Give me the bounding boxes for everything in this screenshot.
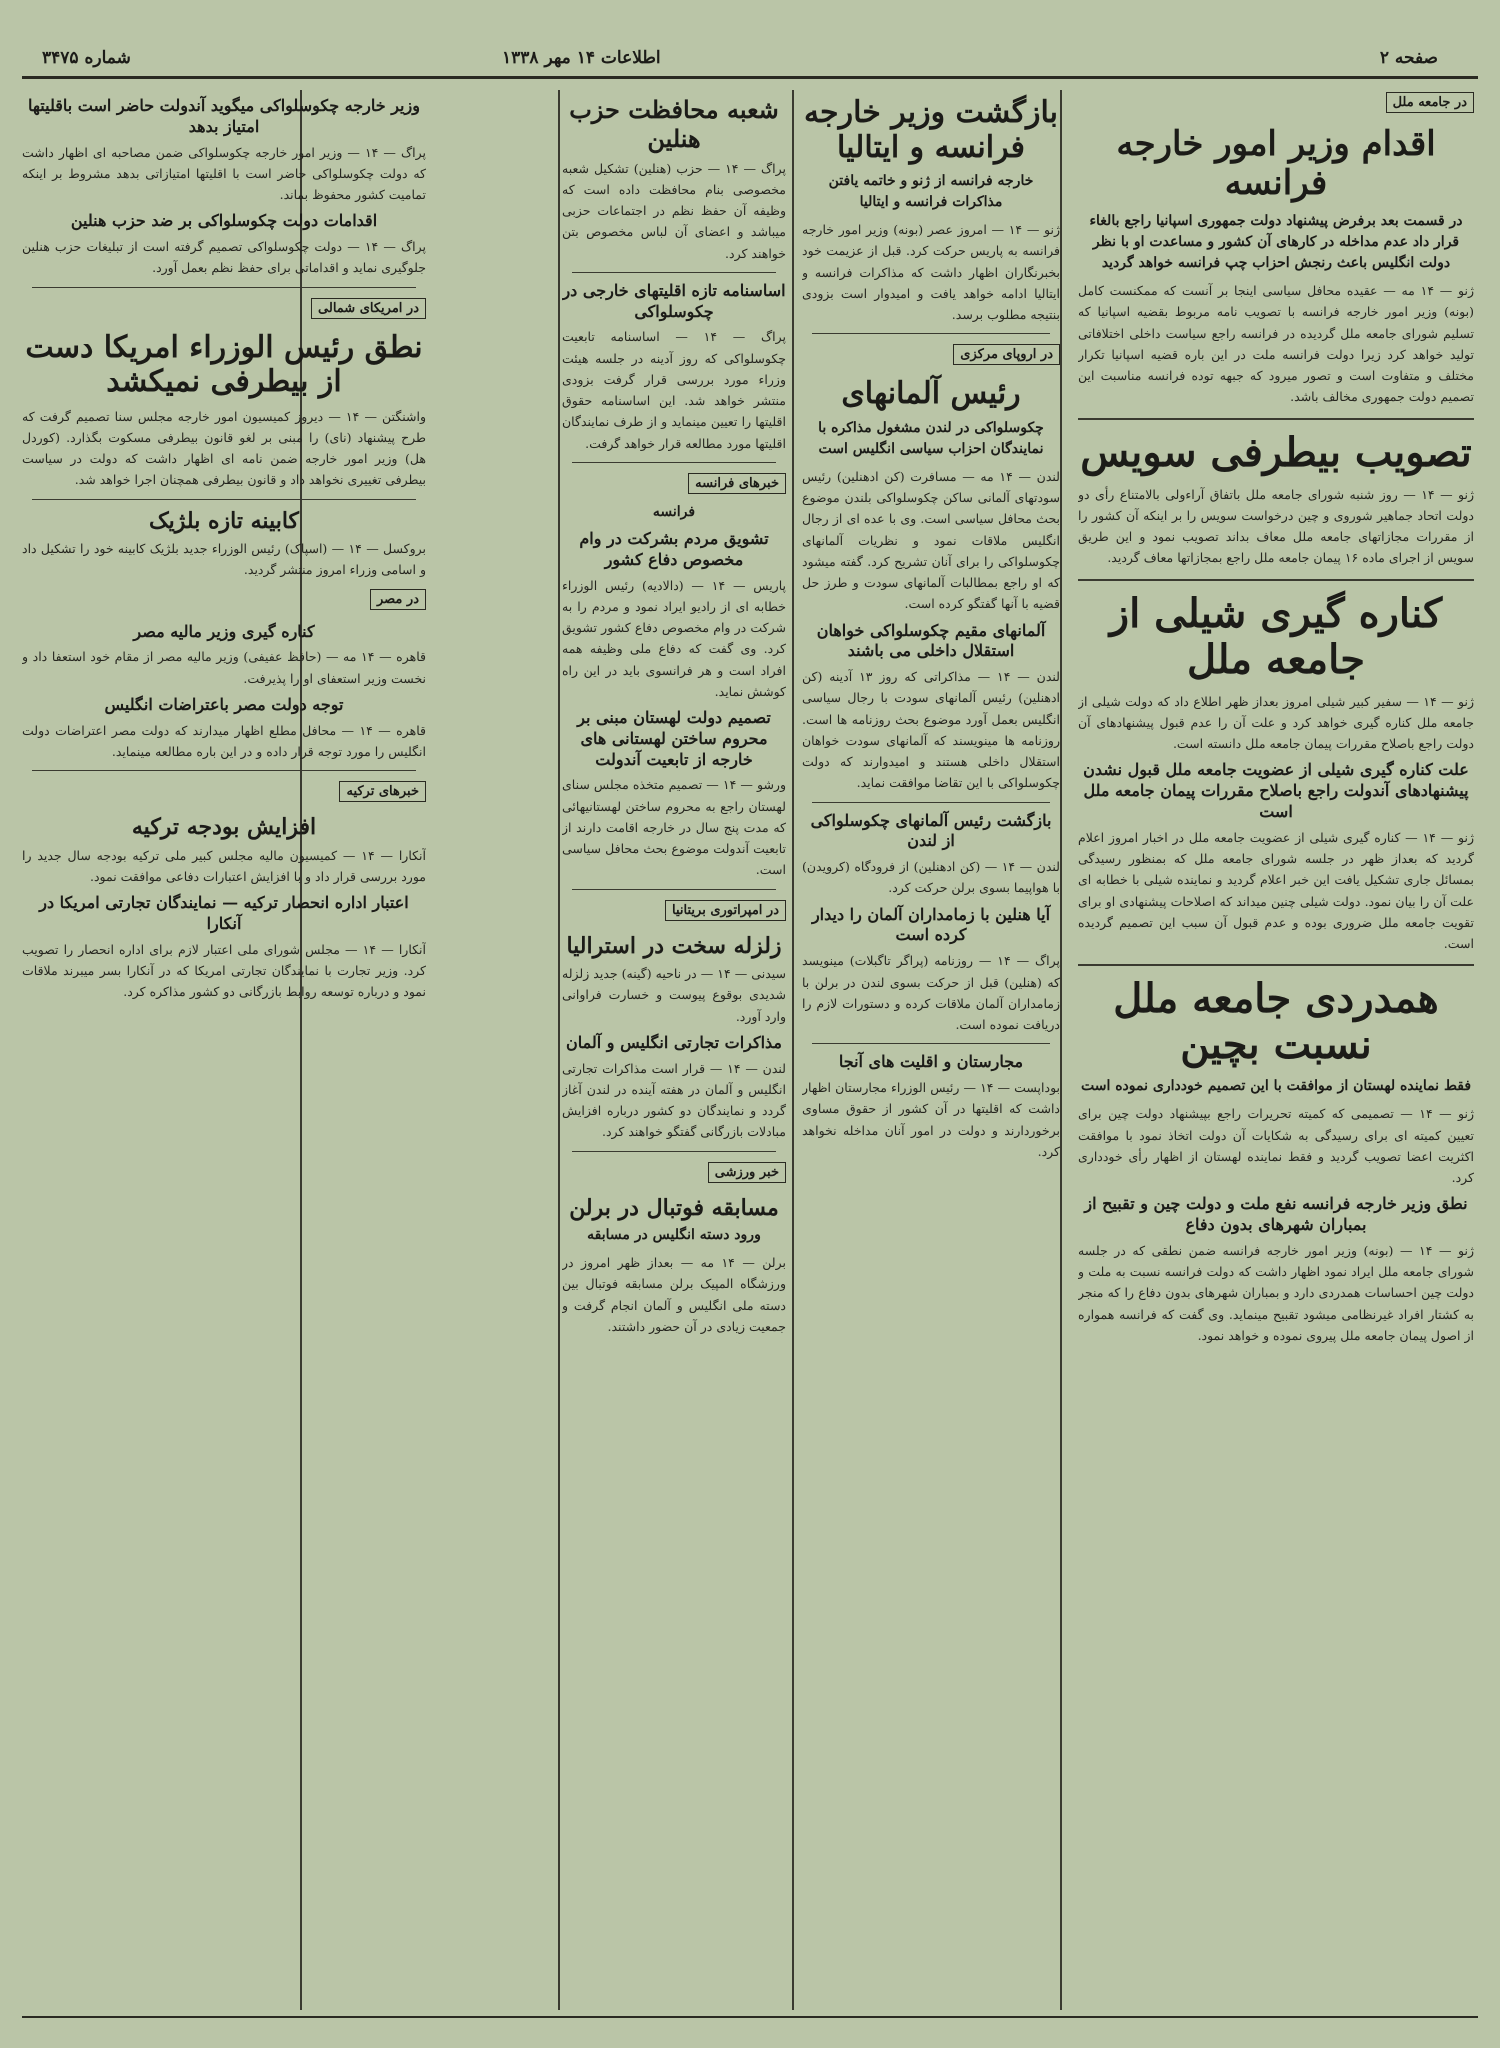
article-body: ژنو — ۱۴ — امروز عصر (بونه) وزیر امور خارجه فرانسه به پاریس حرکت کرد. قبل از عزیمت خود بخبرنگاران اظهار داشت که مذاکرات فرانسه و ایتالیا ادامه خواهد یافت و امیدوار است بزودی بنتیجه مطلوب برسد. [802, 222, 1060, 322]
page-label: صفحه ۲ [1379, 48, 1438, 68]
headline: نطق رئیس الوزراء امریکا دست از بیطرفی نمیکشد [25, 329, 423, 400]
headline: توجه دولت مصر باعتراضات انگلیس [104, 694, 344, 714]
article-body: ژنو — ۱۴ — روز شنبه شورای جامعه ملل باتفاق آراءولی بالامتناع رأی دو دولت اتحاد جماهیر شوروی و چین درخواست سویس را بر اینکه آن کشور را از مقررات مجازاتهای جامعه ملل معاف بداند تصویب نمود و این طریق سویس از اجرای ماده ۱۶ پیمان جامعه ملل راجع بمجازاتها معاف گردید. [1078, 486, 1474, 566]
article-body: ژنو — ۱۴ مه — عقیده محافل سیاسی اینجا بر آنست که ممکنست کامل (بونه) وزیر امور خارجه فرانسه با تصویب نامه مربوط بقضیه اسپانیا که تسلیم شورای جامعه ملل گردیده در فرانسه راجع سیاست داخلی اختلافاتی تولید خواهد کرد زیرا دولت فرانسه ملت در این باره قضیه اسپانیا تکرار مختلف و متفاوت است و تصور میرود که جبهه توده فرانسه مناسبت این تصمیم دولت جمهوری مخالف باشد. [1078, 283, 1474, 405]
headline: شعبه محافظت حزب هنلین [569, 95, 779, 153]
headline: بازگشت رئیس آلمانهای چکوسلواکی از لندن [810, 810, 1052, 851]
divider [812, 333, 1050, 334]
deck: ورود دسته انگلیس در مسابقه [587, 1227, 761, 1243]
divider [812, 1043, 1050, 1044]
article-body: آنکارا — ۱۴ — مجلس شورای ملی اعتبار لازم برای اداره انحصار را تصویب کرد. وزیر تجارت با نمایندگان تجارتی امریکا که در آنکارا بسر میبرند ملاقات نمود و درباره توسعه روابط بازرگانی دو کشور مذاکره کرد. [22, 941, 426, 1000]
article-body: برلن — ۱۴ مه — بعداز ظهر امروز در ورزشگاه المپیک برلن مسابقه فوتبال بین دسته ملی انگلیس و آلمان انجام گرفت و جمعیت زیادی در آن حضور داشتند. [562, 1255, 786, 1334]
deck: فقط نماینده لهستان از موافقت با این تصمیم خودداری نموده است [1080, 1078, 1472, 1095]
section-label: در امریکای شمالی [311, 298, 426, 319]
masthead [22, 48, 1478, 74]
column-3 [562, 90, 786, 2010]
headline: آلمانهای مقیم چکوسلواکی خواهان استقلال داخلی می باشند [816, 620, 1046, 661]
section-label: خبرهای فرانسه [688, 473, 786, 494]
divider [572, 889, 776, 890]
headline: مسابقه فوتبال در برلن [569, 1194, 779, 1221]
divider [572, 1151, 776, 1152]
divider [32, 770, 416, 771]
divider [32, 499, 416, 500]
article-body: لندن — ۱۴ — قرار است مذاکرات تجارتی انگلیس و آلمان در هفته آینده در لندن آغاز گردد و نمایندگان دو کشور درباره افزایش مبادلات بازرگانی گفتگو خواهند کرد. [562, 1060, 786, 1140]
issue-date: اطلاعات ۱۴ مهر ۱۳۳۸ [502, 48, 661, 68]
headline: تصمیم دولت لهستان مبنی بر محروم ساختن لهستانی های خارجه از تابعیت آندولت [577, 708, 771, 769]
article-body: پراگ — ۱۴ — حزب (هنلین) تشکیل شعبه مخصوصی بنام محافظت داده است که وظیفه آن حفظ نظم در اجتماعات حزبی میباشد و اعضای آن لباس مخصوص بتن خواهند کرد. [562, 160, 786, 261]
deck: خارجه فرانسه از ژنو و خاتمه یافتن مذاکرات فرانسه و ایتالیا [828, 173, 1034, 210]
deck: فرانسه [652, 503, 696, 520]
article-body: قاهره — ۱۴ مه — (حافظ عفیفی) وزیر مالیه مصر از مقام خود استعفا داد و نخست وزیر استعفای او را پذیرفت. [22, 649, 426, 686]
headline: بازگشت وزیر خارجه فرانسه و ایتالیا [803, 95, 1059, 165]
headline: نطق وزیر خارجه فرانسه نفع ملت و دولت چین و تقبیح از بمباران شهرهای بدون دفاع [1084, 1194, 1468, 1235]
article-body: واشنگتن — ۱۴ — دیروز کمیسیون امور خارجه مجلس سنا تصمیم گرفت که طرح پیشنهاد (نای) را مبنی بر لغو قانون بیطرفی مسکوت بگذارد. (کوردل هل) وزیر امور خارجه ضمن نامه ای اظهار داشت که دولت در سیاست بیطرفی تغییری نخواهد داد و قانون بیطرفی همچنان اجرا خواهد شد. [22, 408, 426, 488]
top-rule [22, 76, 1478, 79]
divider [812, 802, 1050, 803]
article-body: ورشو — ۱۴ — تصمیم متخذه مجلس سنای لهستان راجع به محروم ساختن لهستانیهائی که مدت پنج سال در خارجه اقامت دارند از تابعیت آندولت موضوع بحث محافل سیاسی است. [562, 777, 786, 878]
article-body: ژنو — ۱۴ — کناره گیری شیلی از عضویت جامعه ملل در اخبار امروز اعلام گردید که بعداز ظهر در جلسه شورای جامعه ملل که بمنظور رسیدگی بمسائل جاری تشکیل یافت این خبر اعلام گردید و نماینده شیلی با خطابه ای علت آن را بیان نمود. دولت شیلی چنین میداند که اصلاحات پیشنهادی او برای تقویت جامعه ملل ضروری بوده و عدم قبول آن سبب این تصمیم گردیده است. [1078, 829, 1474, 952]
divider [572, 272, 776, 273]
headline: اعتبار اداره انحصار ترکیه — نمایندگان تجارتی امریکا در آنکارا [39, 893, 409, 933]
headline: افزایش بودجه ترکیه [131, 814, 317, 841]
bottom-rule [22, 2016, 1478, 2018]
article-body: قاهره — ۱۴ — محافل مطلع اظهار میدارند که دولت مصر اعتراضات دولت انگلیس را مورد توجه قرار داده و در این باره مطالعه مینماید. [22, 722, 426, 759]
article-body: لندن — ۱۴ مه — مسافرت (کن ادهنلین) رئیس سودتهای آلمانی ساکن چکوسلواکی بلندن موضوع بحث محافل سیاسی است. وی با عده ای از رجال انگلیس ملاقات نمود و نظریات آلمانهای چکوسلواکی را برای آنان تشریح کرد. گفته میشود که او راجع بمطالبات آلمانهای سودت و طرز حل قضیه با آنها گفتگو کرده است. [802, 468, 1060, 612]
section-label: خبرهای ترکیه [339, 781, 426, 802]
headline: علت کناره گیری شیلی از عضویت جامعه ملل قبول نشدن پیشنهادهای آندولت راجع باصلاح مقررات پیمان جامعه ملل است [1083, 760, 1469, 822]
deck: چکوسلواکی در لندن مشغول مذاکره با نمایندگان احزاب سیاسی انگلیس است [818, 419, 1044, 457]
article-body: لندن — ۱۴ — مذاکراتی که روز ۱۳ آدینه (کن ادهنلین) رئیس آلمانهای سودت با رجال سیاسی انگلیس بعمل آورد موضوع بحث روزنامه ها است. روزنامه ها مینویسند که آلمانهای سودت خواهان استقلال داخلی هستند و امیدوارند که دولت چکوسلواکی با این تقاضا موافقت نماید. [802, 669, 1060, 791]
deck: در قسمت بعد برفرض پیشنهاد دولت جمهوری اسپانیا راجع بالغاء قرار داد عدم مداخله در کارهای آن کشور و مساعدت او با نظر دولت انگلیس باعث رنجش احزاب چپ فرانسه خواهد گردید [1089, 213, 1463, 272]
headline: وزیر خارجه چکوسلواکی میگوید آندولت حاضر است باقلیتها امتیاز بدهد [28, 96, 420, 136]
article-body: سیدنی — ۱۴ — در ناحیه (گینه) جدید زلزله شدیدی بوقوع پیوست و خسارت فراوانی وارد آورد. [562, 966, 786, 1024]
article-body: آنکارا — ۱۴ — کمیسیون مالیه مجلس کبیر ملی ترکیه بودجه سال جدید را مورد بررسی قرار داد و با افزایش اعتبارات دفاعی موافقت نمود. [22, 847, 426, 884]
column-rule [1060, 90, 1062, 2010]
divider [32, 287, 416, 288]
article-body: پراگ — ۱۴ — دولت چکوسلواکی تصمیم گرفته است از تبلیغات حزب هنلین جلوگیری نماید و اقداماتی برای حفظ نظم بعمل آورد. [22, 239, 426, 276]
headline: تشویق مردم بشرکت در وام مخصوص دفاع کشور [579, 528, 769, 569]
divider [572, 462, 776, 463]
article-body: پراگ — ۱۴ — وزیر امور خارجه چکوسلواکی ضمن مصاحبه ای اظهار داشت که دولت چکوسلواکی حاضر است با اقلیتها امتیازاتی بدهد مشروط بر اینکه تمامیت کشور محفوظ بماند. [22, 144, 426, 203]
article-body: ژنو — ۱۴ — تصمیمی که کمیته تحریرات راجع بپیشنهاد دولت چین برای تعیین کمیته ای برای رسیدگی به شکایات آن دولت اتخاذ نمود با موافقت اکثریت اعضا تصویب گردید و فقط نماینده لهستان از اظهار رأی خودداری کرد. [1078, 1106, 1474, 1186]
divider [1078, 579, 1474, 581]
section-label: در امپراتوری بریتانیا [665, 900, 786, 921]
article-body: بروکسل — ۱۴ — (اسپاک) رئیس الوزراء جدید بلژیک کابینه خود را تشکیل داد و اسامی وزراء امروز منتشر گردید. [22, 541, 426, 578]
article-body: ژنو — ۱۴ — سفیر کبیر شیلی امروز بعداز ظهر اطلاع داد که دولت شیلی از جامعه ملل کناره گیری خواهد کرد و علت آن را عدم قبول پیشنهادهای آن دولت راجع باصلاح مقررات پیمان جامعه ملل دانسته است. [1078, 693, 1474, 752]
column-1 [1078, 90, 1474, 2010]
headline: آیا هنلین با زمامداران آلمان را دیدار کرده است [811, 904, 1051, 945]
headline: اقدامات دولت چکوسلواکی بر ضد حزب هنلین [70, 211, 378, 231]
headline: اساسنامه تازه اقلیتهای خارجی در چکوسلواکی [562, 280, 786, 321]
issue-number: شماره ۳۴۷۵ [42, 48, 131, 68]
headline: زلزله سخت در استرالیا [566, 932, 782, 959]
headline: کناره گیری وزیر مالیه مصر [133, 621, 315, 641]
section-label: خبر ورزشی [708, 1162, 786, 1183]
headline: تصویب بیطرفی سویس [1080, 428, 1472, 476]
column-4 [22, 90, 426, 2010]
divider [1078, 418, 1474, 420]
headline: رئیس آلمانهای [841, 376, 1021, 412]
headline: کابینه تازه بلژیک [148, 507, 300, 534]
section-label: در جامعه ملل [1386, 92, 1474, 113]
column-rule [792, 90, 794, 2010]
headline: همدردی جامعه ملل نسبت بچین [1113, 975, 1439, 1069]
article-body: پراگ — ۱۴ — اساسنامه تابعیت چکوسلواکی که روز آدینه در جلسه هیئت وزراء مورد بررسی قرار گرفت بزودی منتشر خواهد شد. این اساسنامه حقوق اقلیتها را تعیین مینماید و از طرف نمایندگان اقلیتها مورد مطالعه قرار خواهد گرفت. [562, 329, 786, 451]
headline: مجارستان و اقلیت های آنجا [838, 1052, 1024, 1072]
article-body: لندن — ۱۴ — (کن ادهنلین) از فرودگاه (کرویدن) با هواپیما بسوی برلن حرکت کرد. [802, 859, 1060, 896]
column-2 [802, 90, 1060, 2010]
article-body: ژنو — ۱۴ — (بونه) وزیر امور خارجه فرانسه ضمن نطقی که در جلسه شورای جامعه ملل ایراد نمود اظهار داشت که دولت فرانسه نسبت به ملت و دولت چین احساسات همدردی دارد و بمباران شهرهای بدون دفاع را که منجر به کشتار افراد غیرنظامی میشود تقبیح مینماید. وی گفت که فرانسه همواره از اصول پیمان جامعه ملل پیروی نموده و خواهد نمود. [1078, 1242, 1474, 1343]
divider [1078, 964, 1474, 966]
headline: کناره گیری شیلی از جامعه ملل [1109, 589, 1443, 683]
section-label: در اروپای مرکزی [953, 344, 1060, 365]
article-body: بوداپست — ۱۴ — رئیس الوزراء مجارستان اظهار داشت که اقلیتها در آن کشور از حقوق مساوی برخوردارند و دولت در امور آنان مداخله نخواهد کرد. [802, 1080, 1060, 1159]
article-body: پاریس — ۱۴ — (دالادیه) رئیس الوزراء خطابه ای از رادیو ایراد نمود و مردم را به شرکت در وام مخصوص دفاع کشور تشویق کرد. وی گفت که دفاع ملی وظیفه همه افراد است و هر فرانسوی باید در این راه کوشش نماید. [562, 577, 786, 699]
column-rule [558, 90, 560, 2010]
headline: مذاکرات تجارتی انگلیس و آلمان [566, 1032, 782, 1052]
section-label: در مصر [370, 589, 426, 610]
headline: اقدام وزیر امور خارجه فرانسه [1116, 124, 1436, 204]
article-body: پراگ — ۱۴ — روزنامه (پراگر تاگبلات) مینویسد که (هنلین) قبل از حرکت بسوی لندن در برلن با زمامداران آلمان ملاقات کرده و دستورات لازم را دریافت نموده است. [802, 953, 1060, 1033]
